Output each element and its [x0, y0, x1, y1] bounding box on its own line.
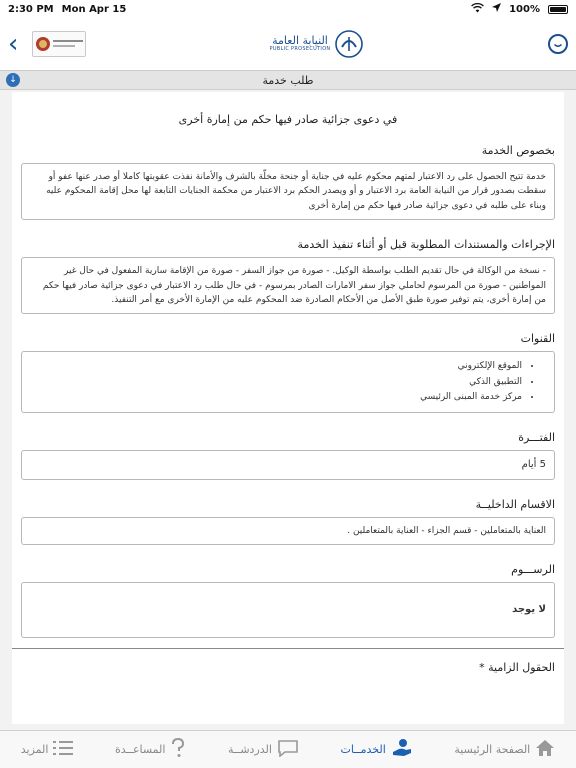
header — [0, 18, 576, 70]
tab-bar — [0, 730, 576, 768]
status-date: Mon Apr 15 — [61, 3, 127, 15]
logo-title-en: PUBLIC PROSECUTION — [269, 46, 331, 53]
procedures-box — [21, 257, 555, 314]
status-bar — [0, 0, 576, 18]
tab-home[interactable] — [454, 739, 555, 761]
tab-services-label: الخدمــات — [340, 743, 386, 756]
channels-box — [21, 351, 555, 412]
channel-item: • التطبيق الذكي — [30, 375, 522, 389]
fees-label: الرســـوم — [511, 562, 555, 576]
partner-logo — [32, 31, 86, 57]
tab-more[interactable] — [21, 740, 74, 760]
chat-icon — [277, 739, 299, 761]
tab-home-label: الصفحة الرئيسية — [454, 743, 531, 756]
channel-item: • الموقع الإلكتروني — [30, 359, 522, 373]
public-prosecution-logo — [270, 29, 365, 59]
home-icon — [535, 739, 555, 761]
back-button[interactable]: ‹ — [8, 29, 19, 59]
status-time: 2:30 PM — [8, 3, 54, 15]
duration-box — [21, 450, 555, 480]
fees-box — [21, 582, 555, 638]
tab-more-label: المزيد — [20, 743, 49, 756]
location-icon — [492, 3, 501, 15]
channels-label: القنوات — [520, 332, 555, 346]
service-title: في دعوى جزائية صادر فيها حكم من إمارة أخرى — [178, 113, 398, 126]
departments-value: العناية بالمتعاملين - قسم الجزاء - العناية بالمتعاملين . — [347, 525, 546, 536]
divider — [12, 648, 564, 649]
about-label: بخصوص الخدمة — [481, 144, 555, 157]
about-text: خدمة تتيح الحصول على رد الاعتبار لمتهم محكوم عليه في جناية أو جنحة مخلّة بالشرف والأمانة نفذت عقوبتها كاملا أو صدر عنها عفو أو سقطت بصدور قرار من النيابة العامة برد الاعتبار و أو ويصدر الحكم برد الاعتبار من محكمة الجنايات التابعة لها محل إقامة المحكوم عليه وبناء على طلبه في دعوى جزائية صادر فيها حكم من إمارة أخرى — [46, 172, 546, 211]
tab-help-label: المساعــدة — [114, 743, 166, 756]
partner-wordmark-icon — [53, 38, 83, 50]
tab-chat[interactable] — [228, 739, 299, 761]
procedures-text: - نسخة من الوكالة في حال تقديم الطلب بواسطة الوكيل. - صورة من جواز السفر - صورة من الإقامة سارية المفعول في حال غير المواطنين - صورة من المرسوم لحاملي جواز سفر الامارات الصادر بمرسوم - في حال طلب رد الاعتبار في دعوى جزائية صادر فيها حكم من إمارة أخرى، يتم توفير صورة طبق الأصل من الأحكام الصادرة ضد المحكوم عليه من الإمارة الأخرى مع أمر التنفيذ. — [42, 266, 546, 305]
tab-help[interactable] — [115, 738, 186, 762]
battery-icon — [548, 5, 568, 14]
services-icon — [391, 738, 413, 762]
menu-icon — [53, 740, 73, 760]
battery-percent: 100% — [509, 3, 540, 15]
tab-services[interactable] — [340, 738, 412, 762]
channel-item: • مركز خدمة المبنى الرئيسي — [30, 390, 522, 404]
service-details[interactable] — [12, 92, 564, 724]
page-title-bar — [0, 70, 576, 90]
page-title: طلب خدمة — [262, 73, 314, 87]
feedback-button[interactable] — [548, 34, 568, 54]
logo-title-ar: النيابة العامة — [272, 34, 328, 48]
duration-value: 5 أيام — [521, 458, 546, 470]
tab-chat-label: الدردشــة — [227, 743, 272, 756]
departments-box — [21, 517, 555, 545]
government-emblem-icon — [35, 36, 51, 52]
emblem-icon — [334, 29, 364, 59]
about-box — [21, 163, 555, 220]
wifi-icon — [471, 3, 484, 16]
help-icon — [170, 738, 186, 762]
scroll-down-button[interactable]: ↓ — [6, 73, 20, 87]
fees-value: لا يوجد — [512, 603, 546, 615]
duration-label: الفتـــرة — [518, 430, 555, 444]
departments-label: الاقسام الداخليــة — [475, 497, 555, 511]
required-fields-label: الحقول الزامية * — [479, 660, 555, 674]
smiley-icon — [552, 38, 564, 50]
procedures-label: الإجراءات والمستندات المطلوبة قبل أو أثناء تنفيذ الخدمة — [297, 238, 555, 252]
channels-list — [30, 359, 546, 404]
